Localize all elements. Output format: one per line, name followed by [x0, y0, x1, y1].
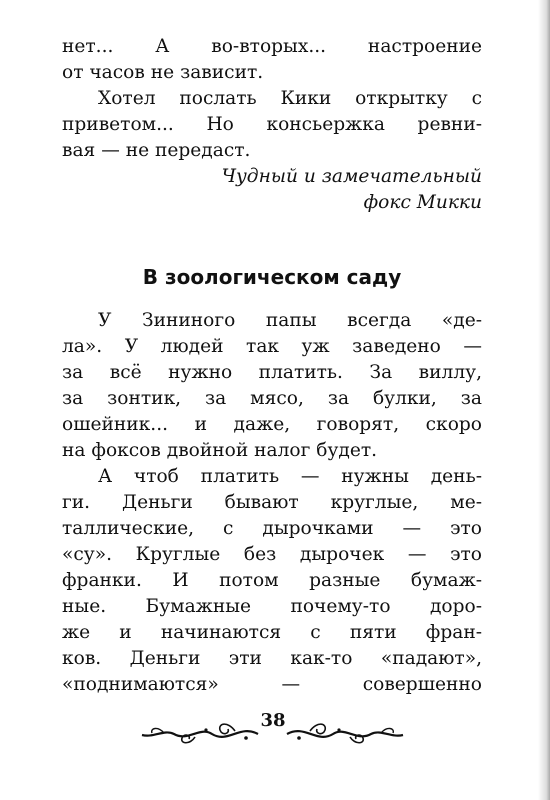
flourish-ornament-right [285, 718, 405, 748]
text-line: ошейник... и даже, говорят, скоро [62, 414, 482, 435]
text-line: франки. И потом разные бумаж- [62, 570, 482, 591]
page-edge-shadow [538, 0, 550, 800]
text-line: Хотел послать Кики открытку с [98, 88, 482, 109]
text-line: «поднимаются» — совершенно [62, 674, 482, 695]
page-number: 38 [260, 710, 286, 731]
flourish-ornament-left [140, 718, 260, 748]
text-line: ков. Деньги эти как-то «падают», [62, 648, 482, 669]
text-line: от часов не зависит. [62, 62, 264, 83]
signature-line: Чудный и замечательный [221, 166, 482, 187]
text-line: нет... А во-вторых... настроение [62, 36, 482, 57]
page-text [62, 34, 482, 698]
text-line: «су». Круглые без дырочек — это [62, 544, 482, 565]
text-line: на фоксов двойной налог будет. [62, 440, 378, 461]
text-line: за зонтик, за мясо, за булки, за [62, 388, 482, 409]
text-line: ные. Бумажные почему-то доро- [62, 596, 482, 617]
text-line: же и начинаются с пяти фран- [62, 622, 482, 643]
text-line: ги. Деньги бывают круглые, ме- [62, 492, 482, 513]
text-line: таллические, с дырочками — это [62, 518, 482, 539]
signature-line: фокс Микки [363, 192, 482, 213]
text-line: вая — не передаст. [62, 140, 251, 161]
text-line: ла». У людей так уж заведено — [62, 336, 482, 357]
text-line: приветом... Но консьержка ревни- [62, 114, 482, 135]
section-heading: В зоологическом саду [142, 265, 402, 289]
text-line: А чтоб платить — нужны день- [98, 466, 482, 487]
text-line: за всё нужно платить. За виллу, [62, 362, 482, 383]
page-footer [0, 706, 550, 756]
text-line: У Зининого папы всегда «де- [98, 310, 482, 331]
